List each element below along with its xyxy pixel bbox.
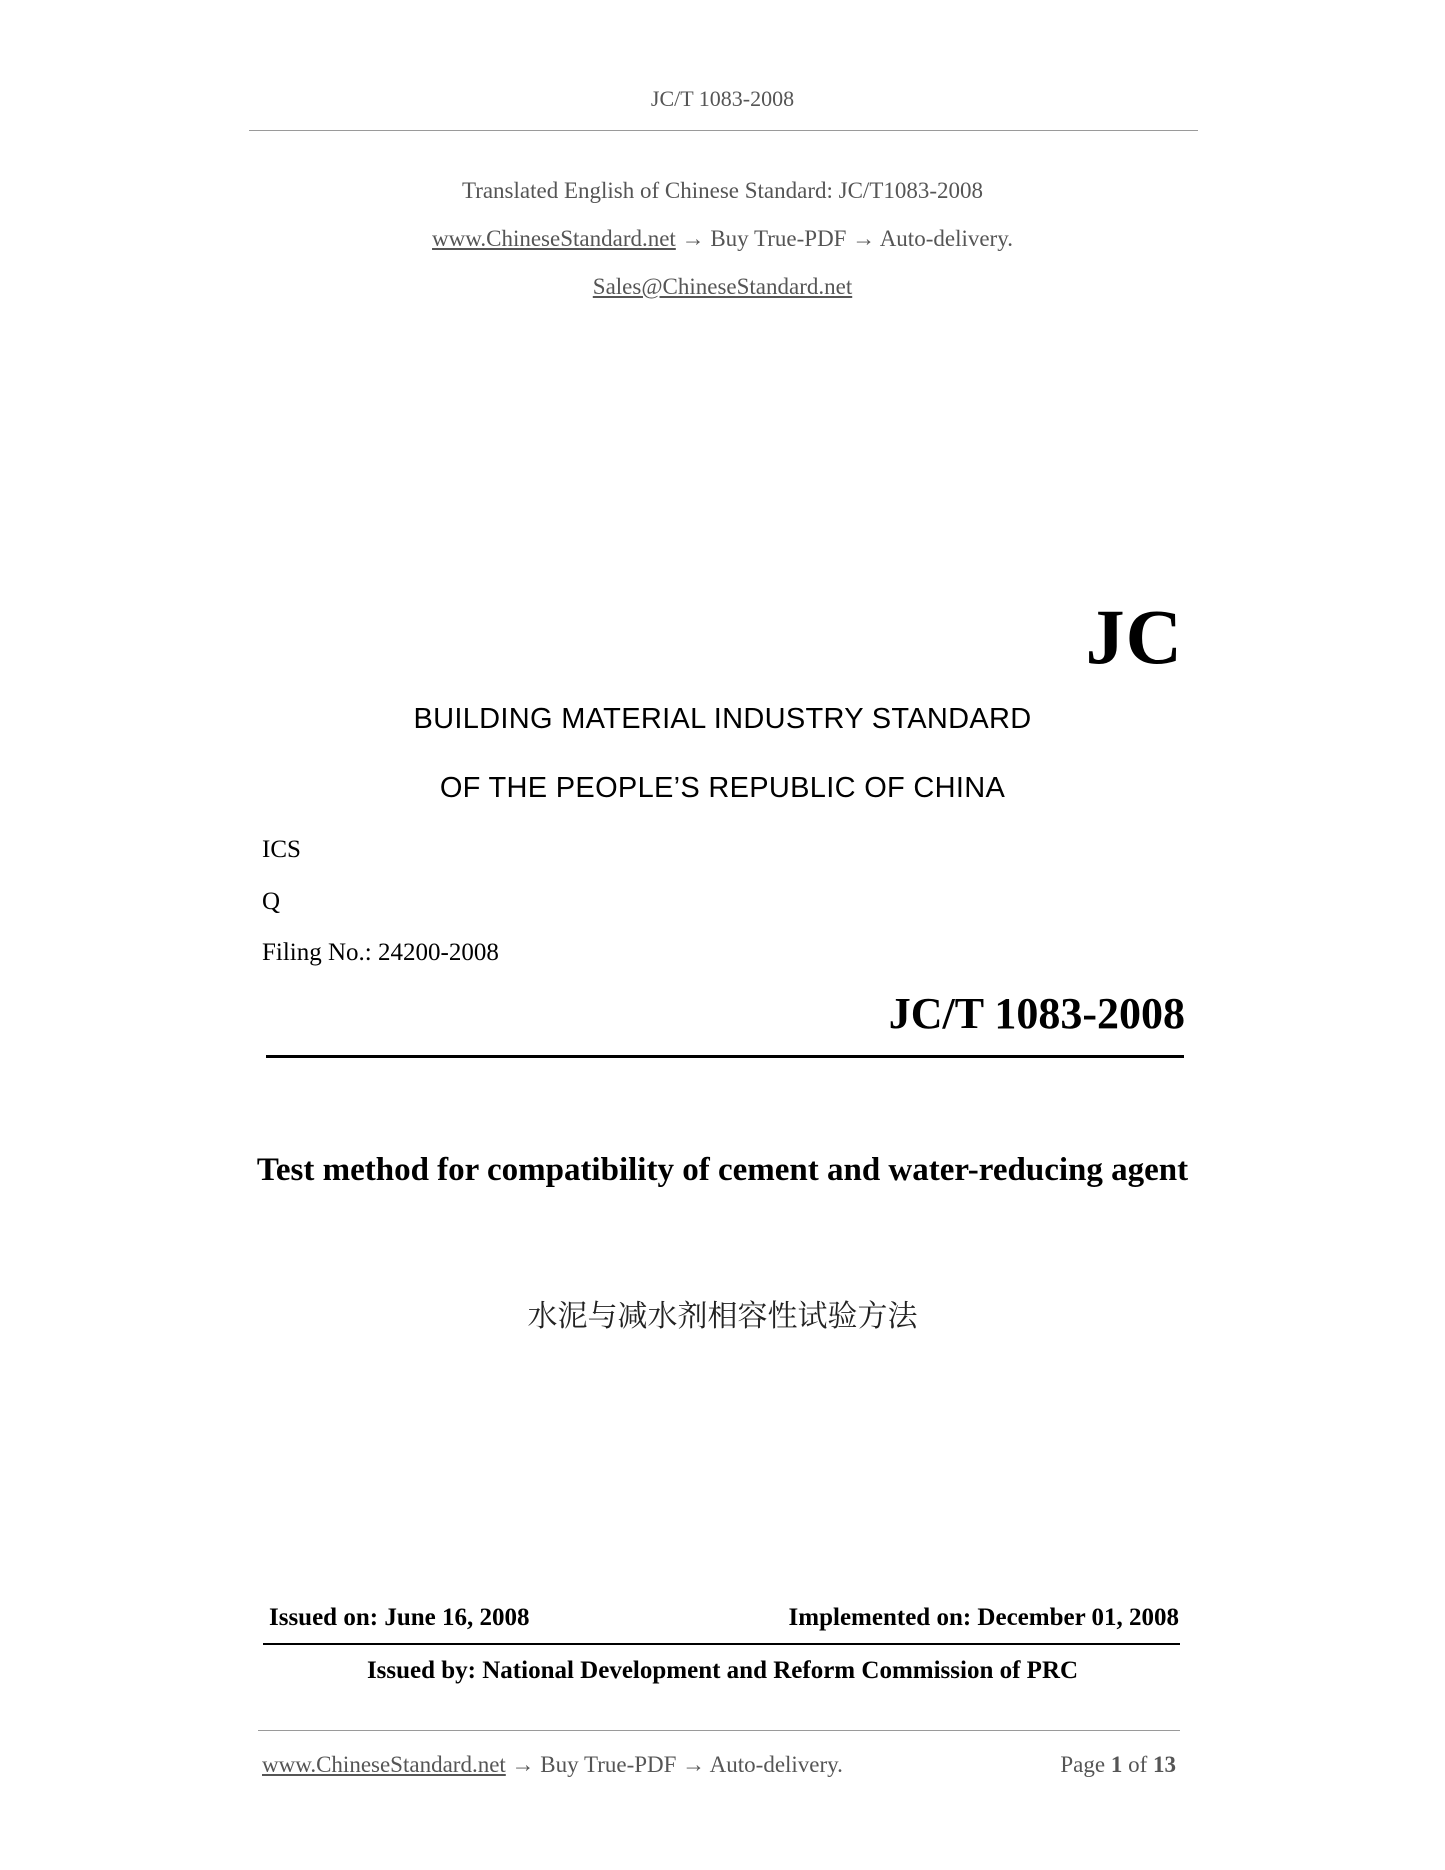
promo-tail: → Buy True-PDF → Auto-delivery. (675, 226, 1013, 251)
dates-divider (263, 1643, 1180, 1645)
issued-by: Issued by: National Development and Reform Commission of PRC (366, 1657, 1079, 1684)
document-title: Test method for compatibility of cement and water-reducing agent (256, 1152, 1189, 1188)
q-label: Q (262, 888, 281, 915)
document-number: JC/T 1083-2008 (888, 989, 1185, 1038)
issued-on: Issued on: June 16, 2008 (269, 1604, 530, 1631)
footer-promo (262, 1752, 843, 1778)
email-link[interactable]: Sales@ChineseStandard.net (592, 274, 853, 299)
document-title-chinese: 水泥与减水剂相容性试验方法 (527, 1299, 918, 1334)
page-current: 1 (1110, 1752, 1123, 1777)
filing-number: Filing No.: 24200-2008 (262, 939, 499, 966)
page-of: of (1128, 1752, 1148, 1777)
footer-promo-tail: → Buy True-PDF → Auto-delivery. (505, 1752, 843, 1777)
footer-site-link[interactable]: www.ChineseStandard.net (262, 1752, 506, 1777)
running-header: JC/T 1083-2008 (650, 86, 795, 111)
ics-label: ICS (262, 836, 301, 863)
page-label: Page (1060, 1752, 1106, 1777)
implemented-on: Implemented on: December 01, 2008 (788, 1604, 1179, 1631)
page-indicator (1060, 1752, 1176, 1778)
title-divider (266, 1055, 1184, 1058)
jc-mark: JC (1085, 593, 1183, 680)
footer-divider (258, 1730, 1180, 1731)
email-line (0, 274, 1445, 300)
standard-line-2: OF THE PEOPLE’S REPUBLIC OF CHINA (439, 772, 1006, 804)
translation-notice: Translated English of Chinese Standard: JC/T1083-2008 (461, 178, 984, 203)
standard-line-1: BUILDING MATERIAL INDUSTRY STANDARD (413, 703, 1032, 735)
promo-line (0, 226, 1445, 252)
page-total: 13 (1153, 1752, 1176, 1777)
site-link[interactable]: www.ChineseStandard.net (432, 226, 676, 251)
header-divider (249, 130, 1198, 131)
